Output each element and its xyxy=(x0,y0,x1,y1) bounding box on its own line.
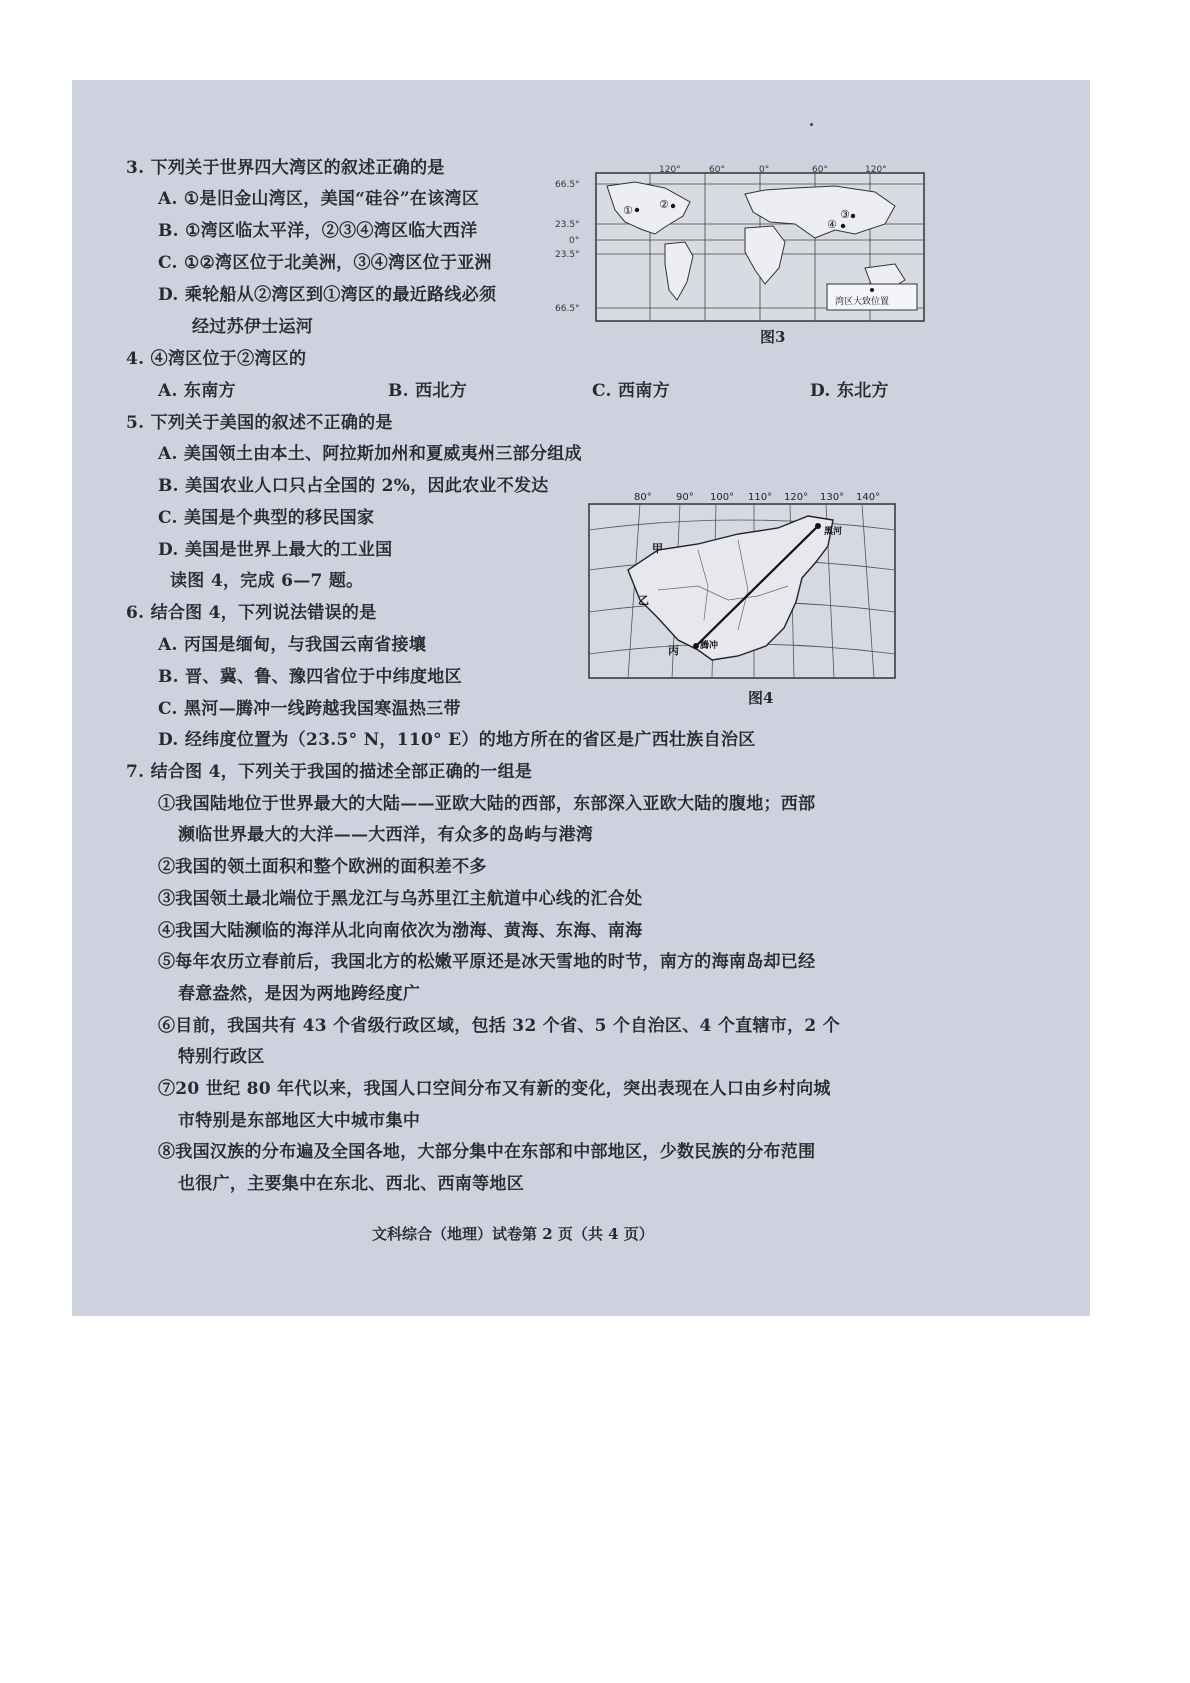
q3-option-b: B. ①湾区临太平洋，②③④湾区临大西洋 xyxy=(158,221,478,241)
q6-option-b: B. 晋、冀、鲁、豫四省位于中纬度地区 xyxy=(158,667,462,687)
fig3-lon-label: 120° xyxy=(659,165,681,175)
fig4-label-yi: 乙 xyxy=(638,594,649,607)
fig4-lon-label: 140° xyxy=(856,492,881,503)
q7-statement-1-cont: 濒临世界最大的大洋——大西洋，有众多的岛屿与港湾 xyxy=(178,825,594,845)
page-footer: 文科综合（地理）试卷第 2 页（共 4 页） xyxy=(372,1225,654,1243)
q3-option-c: C. ①②湾区位于北美洲，③④湾区位于亚洲 xyxy=(158,253,492,273)
q5-stem: 5. 下列关于美国的叙述不正确的是 xyxy=(126,413,393,433)
q6-stem: 6. 结合图 4，下列说法错误的是 xyxy=(126,603,377,623)
fig4-lon-label: 100° xyxy=(710,492,735,503)
q7-statement-2: ②我国的领土面积和整个欧洲的面积差不多 xyxy=(158,857,487,877)
q3-option-d-continued: 经过苏伊士运河 xyxy=(192,317,314,337)
q7-statement-8-cont: 也很广，主要集中在东北、西北、西南等地区 xyxy=(178,1174,524,1194)
figure-3-world-map xyxy=(555,165,925,322)
fig3-lat-label: 66.5° xyxy=(555,304,580,314)
fig4-label-heihe: 黑河 xyxy=(824,527,843,537)
figure-4-caption: 图4 xyxy=(748,689,774,707)
q7-statement-5-cont: 春意盎然，是因为两地跨经度广 xyxy=(178,984,421,1004)
fig3-lat-label: 66.5° xyxy=(555,180,580,190)
q5-option-a: A. 美国领土由本土、阿拉斯加州和夏威夷州三部分组成 xyxy=(158,444,582,464)
q3-option-a: A. ①是旧金山湾区，美国“硅谷”在该湾区 xyxy=(158,189,480,209)
fig4-label-bing: 丙 xyxy=(668,644,679,657)
fig4-label-jia: 甲 xyxy=(652,542,663,555)
fig4-lon-label: 80° xyxy=(634,492,652,503)
fig3-lon-label: 60° xyxy=(709,165,725,175)
q4-option-d: D. 东北方 xyxy=(810,381,889,401)
read-figure-4-instruction: 读图 4，完成 6—7 题。 xyxy=(170,571,364,591)
q6-option-d: D. 经纬度位置为（23.5° N，110° E）的地方所在的省区是广西壮族自治区 xyxy=(158,730,756,750)
q7-stem: 7. 结合图 4，下列关于我国的描述全部正确的一组是 xyxy=(126,762,533,782)
q4-stem: 4. ④湾区位于②湾区的 xyxy=(126,349,307,369)
fig3-lon-label: 120° xyxy=(865,165,887,175)
fig3-lon-label: 0° xyxy=(759,165,770,175)
q4-option-a: A. 东南方 xyxy=(158,381,236,401)
scan-speck xyxy=(810,123,813,126)
q5-option-c: C. 美国是个典型的移民国家 xyxy=(158,508,375,528)
q7-statement-6: ⑥目前，我国共有 43 个省级行政区域，包括 32 个省、5 个自治区、4 个直辖市，2 个 xyxy=(158,1016,841,1036)
q7-statement-1: ①我国陆地位于世界最大的大陆——亚欧大陆的西部，东部深入亚欧大陆的腹地；西部 xyxy=(158,794,816,814)
fig4-lon-label: 130° xyxy=(820,492,845,503)
q4-option-b: B. 西北方 xyxy=(388,381,468,401)
fig3-lat-label: 0° xyxy=(569,236,580,246)
bay-marker-2: ② xyxy=(659,198,669,211)
figure-3-legend: 湾区大致位置 xyxy=(835,297,890,307)
q7-statement-8: ⑧我国汉族的分布遍及全国各地，大部分集中在东部和中部地区，少数民族的分布范围 xyxy=(158,1142,816,1162)
q4-option-c: C. 西南方 xyxy=(592,381,670,401)
q7-statement-7-cont: 市特别是东部地区大中城市集中 xyxy=(178,1111,421,1131)
q5-option-d: D. 美国是世界上最大的工业国 xyxy=(158,540,393,560)
fig4-lon-label: 120° xyxy=(784,492,809,503)
figure-4-china-map xyxy=(588,490,898,680)
q6-option-a: A. 丙国是缅甸，与我国云南省接壤 xyxy=(158,635,427,655)
fig3-lat-label: 23.5° xyxy=(555,220,580,230)
q7-statement-4: ④我国大陆濒临的海洋从北向南依次为渤海、黄海、东海、南海 xyxy=(158,921,643,941)
q7-statement-7: ⑦20 世纪 80 年代以来，我国人口空间分布又有新的变化，突出表现在人口由乡村向城 xyxy=(158,1079,831,1099)
bay-marker-3: ③ xyxy=(840,208,850,221)
fig4-lon-label: 90° xyxy=(676,492,694,503)
q3-stem: 3. 下列关于世界四大湾区的叙述正确的是 xyxy=(126,158,445,178)
q7-statement-6-cont: 特别行政区 xyxy=(178,1047,265,1067)
figure-3-caption: 图3 xyxy=(760,328,786,346)
scanned-exam-page xyxy=(72,80,1090,1316)
fig4-lon-label: 110° xyxy=(748,492,773,503)
bay-marker-1: ① xyxy=(623,204,633,217)
bay-marker-4: ④ xyxy=(827,218,837,231)
q5-option-b: B. 美国农业人口只占全国的 2%，因此农业不发达 xyxy=(158,476,549,496)
q7-statement-3: ③我国领土最北端位于黑龙江与乌苏里江主航道中心线的汇合处 xyxy=(158,889,643,909)
fig3-lon-label: 60° xyxy=(812,165,828,175)
q3-option-d: D. 乘轮船从②湾区到①湾区的最近路线必须 xyxy=(158,285,497,305)
q6-option-c: C. 黑河—腾冲一线跨越我国寒温热三带 xyxy=(158,699,461,719)
fig4-label-tengchong: 腾冲 xyxy=(700,641,719,651)
fig3-lat-label: 23.5° xyxy=(555,250,580,260)
q7-statement-5: ⑤每年农历立春前后，我国北方的松嫩平原还是冰天雪地的时节，南方的海南岛却已经 xyxy=(158,952,816,972)
